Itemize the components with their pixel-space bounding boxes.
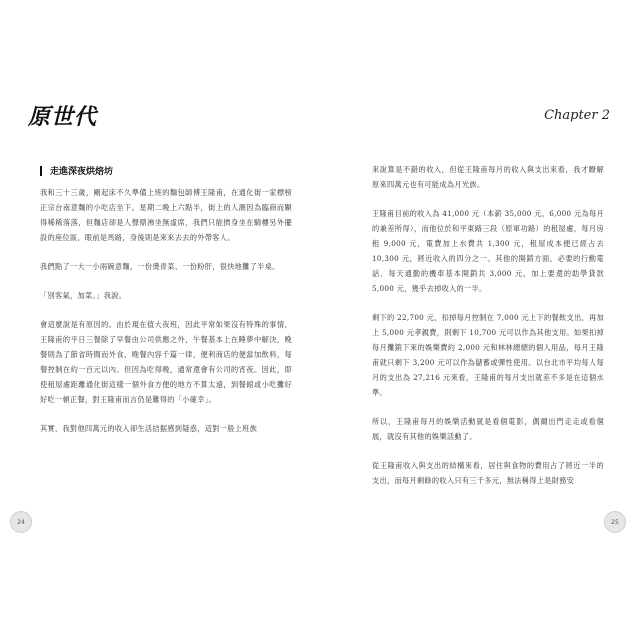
paragraph: 我們點了一大一小兩碗意麵，一份燙青菜、一份粉肝，很快地攤了半桌。	[40, 262, 280, 271]
section-bar-icon	[40, 166, 42, 176]
paragraph: 會這麼說是有原因的。由於現在值大夜班，因此平常如果沒有特殊的事情，王隆甫的平日三餐除了早餐由公司供應之外，午餐基本上在睡夢中解決，晚餐則為了節省時間而外食，晚餐內容千篇一律，便利商店的便當加飲料，每餐控制在約一百元以內。但因為吃得晚，通常還會有公司的宵夜。因此，即使租屋處距離通化街這樣一個外食方便的地方不算太遠，到餐館或小吃攤好好吃一頓正餐，對王隆甫而言仍是難得的「小確幸」。	[40, 320, 292, 404]
series-logo: 原世代	[28, 105, 98, 130]
paragraph: 來說算是不錯的收入，但從王隆甫每月的收入與支出來看，我才瞭解原來四萬元也有可能成為月光族。	[372, 165, 604, 189]
page-number-left: 24	[10, 511, 32, 533]
paragraph: 我和三十三歲，剛起床不久準備上班的麵包師傅王隆甫，在通化街一家標榜正宗台南意麵的小吃店坐下。星期二晚上六點半，街上的人潮因為臨商而顯得稀稀落落，但麵店卻是人聲鼎沸坐無虛席，我們只能擠身坐在騎樓另外擺設的座位區，眼前是馬路，身後則是來來去去的外帶客人。	[40, 188, 292, 242]
section-title: 走進深夜烘焙坊	[50, 167, 114, 177]
right-body-text	[372, 162, 604, 502]
paragraph: 從王隆甫收入與支出的結構來看，居住與食物的費用占了將近一半的支出，而每月剩餘的收入只有三千多元，無法稱得上是財務安	[372, 461, 604, 485]
paragraph: 其實，我對他四萬元的收入卻生活拮据感到疑惑，這對一般上班族	[40, 424, 258, 433]
paragraph: 「別客氣，加菜。」我說。	[40, 291, 127, 300]
section-heading	[40, 164, 113, 177]
paragraph: 所以，王隆甫每月的娛樂活動就是看個電影，偶爾出門走走或看個展，就沒有其他的娛樂活動了。	[372, 417, 604, 441]
left-body-text	[40, 185, 292, 450]
paragraph: 剩下的 22,700 元，扣掉每月控制在 7,000 元上下的餐飲支出，再加上 5,000 元孝親費，則剩下 10,700 元可以作為其他支用。如果扣掉每月攤銷下來的娛樂費約 2,000 元和林林總總的個人用品，每月王隆甫就只剩下 3,200 元可以作為儲蓄或彈性使用。以台北市平均每人每月的支出為 27,216 元來看，王隆甫的每月支出就差不多是在這個水準。	[372, 313, 604, 397]
chapter-label: Chapter 2	[544, 108, 610, 123]
paragraph: 王隆甫目前的收入為 41,000 元（本薪 35,000 元，6,000 元為每月的兼差所得），而他位於和平東路三段（原軍功路）的租屋處，每月房租 9,000 元，電費加上水費共 1,300 元，租屋成本便已經占去 10,300 元，將近收入的四分之一。其他的開銷方面，必要的行動電話、每天通勤的機車基本開銷共 3,000 元，加上要還的助學貸款 5,000 元，幾乎去掉收入的一半。	[372, 209, 604, 293]
page-number-right: 25	[604, 511, 626, 533]
